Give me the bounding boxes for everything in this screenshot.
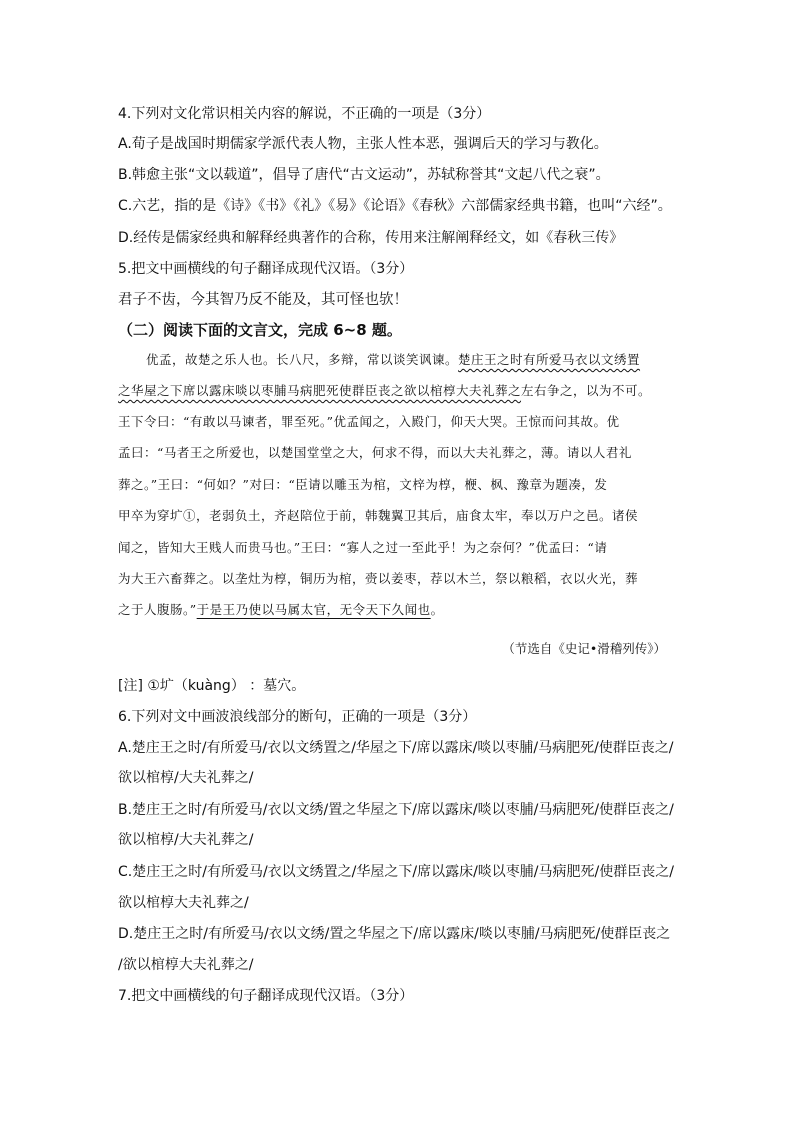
q6-option-a-line1: A.楚庄王之时/有所爱马/衣以文绣置之/华屋之下/席以露床/啖以枣脯/马病肥死/使群臣丧之/ [118,740,674,756]
wavy-underlined-text: 楚庄王之时有所爱马衣以文绣置 [458,352,641,367]
wavy-underlined-text: 之华屋之下席以露床啖以枣脯马病肥死使群臣丧之欲以棺椁大夫礼葬之 [118,383,522,398]
q4-option-c: C.六艺，指的是《诗》《书》《礼》《易》《论语》《春秋》六部儒家经典书籍，也叫“六经”。 [118,198,672,214]
q6-option-b-line2: 欲以棺椁/大夫礼葬之/ [118,832,254,848]
q6-option-c-line2: 欲以棺椁大夫礼葬之/ [118,895,249,911]
underlined-text: 于是王乃使以马属太官，无令天下久闻也 [196,602,431,617]
q4-option-b: B.韩愈主张“文以载道”，倡导了唐代“古文运动”，苏轼称誉其“文起八代之衰”。 [118,167,610,183]
section-heading: （二）阅读下面的文言文，完成 6~8 题。 [118,321,402,339]
q7-stem: 7.把文中画横线的句子翻译成现代汉语。（3分） [118,988,414,1004]
q4-stem: 4.下列对文化常识相关内容的解说，不正确的一项是（3分） [118,106,491,122]
q6-option-d-line1: D.楚庄王之时/有所爱马/衣以文绣/置之华屋之下/席以露床/啖以枣脯/马病肥死/使群臣丧之 [118,926,671,942]
q6-stem: 6.下列对文中画波浪线部分的断句，正确的一项是（3分） [118,709,477,725]
q5-sentence: 君子不齿，今其智乃反不能及，其可怪也欤！ [118,292,408,308]
passage-text: 。 [430,602,444,617]
q4-option-a: A.荀子是战国时期儒家学派代表人物，主张人性本恶，强调后天的学习与教化。 [118,136,608,152]
passage-line-9 [118,600,444,620]
passage-line-5: 葬之。”王曰：“何如？”对曰：“臣请以雕玉为棺，文梓为椁，楩、枫、豫章为题凑，发 [118,477,608,492]
passage-line-4: 孟曰：“马者王之所爱也，以楚国堂堂之大，何求不得，而以大夫礼葬之，薄。请以人君礼 [118,445,632,460]
passage-line-7: 闻之，皆知大王贱人而贵马也。”王曰：“寡人之过一至此乎！为之奈何？”优孟曰：“请 [118,540,608,555]
passage-text: 优孟，故楚之乐人也。长八尺，多辩，常以谈笑讽谏。 [146,352,459,367]
q4-option-d: D.经传是儒家经典和解释经典著作的合称，传用来注解阐释经文，如《春秋三传》 [118,230,624,246]
passage-text: 左右争之，以为不可。 [521,383,652,398]
q6-option-a-line2: 欲以棺椁/大夫礼葬之/ [118,770,254,786]
q6-option-d-line2: /欲以棺椁大夫礼葬之/ [118,957,254,973]
passage-text: 之于人腹肠。” [118,602,197,617]
passage-line-3: 王下令曰：“有敢以马谏者，罪至死。”优孟闻之，入殿门，仰天大哭。王惊而问其故。优 [118,414,620,429]
q5-stem: 5.把文中画横线的句子翻译成现代汉语。（3分） [118,261,414,277]
passage-line-2 [118,381,651,401]
passage-line-1 [146,350,640,370]
annotation-note: [注] ①圹（kuàng） ：墓穴。 [118,678,306,694]
passage-line-6: 甲卒为穿圹①，老弱负土，齐赵陪位于前，韩魏翼卫其后，庙食太牢，奉以万户之邑。诸侯 [118,508,639,523]
passage-line-8: 为大王六畜葬之。以垄灶为椁，铜历为棺，赍以姜枣，荐以木兰，祭以粮稻，衣以火光，葬 [118,571,639,586]
q6-option-b-line1: B.楚庄王之时/有所爱马/衣以文绣/置之华屋之下/席以露床/啖以枣脯/马病肥死/使群臣丧之/ [118,802,674,818]
q6-option-c-line1: C.楚庄王之时/有所爱马/衣以文绣置之/华屋之下/席以露床/啖以枣脯/马病肥死/使群臣丧之/ [118,864,674,880]
passage-source: （节选自《史记•滑稽列传》） [502,641,666,656]
